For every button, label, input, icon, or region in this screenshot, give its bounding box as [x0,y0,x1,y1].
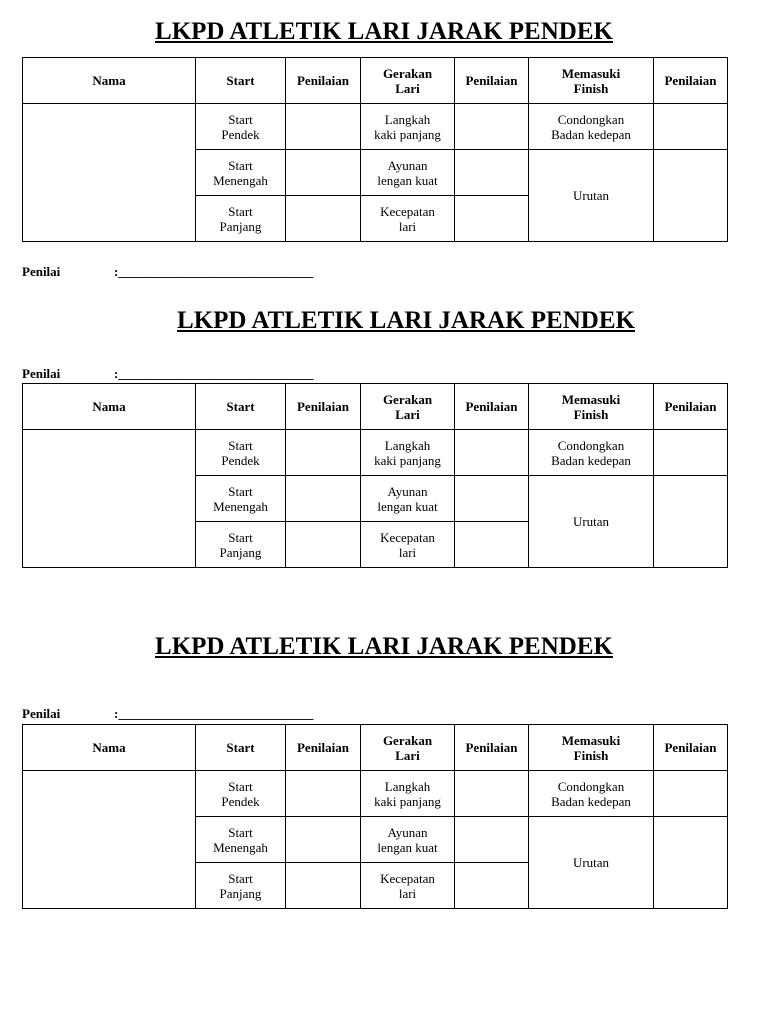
start-item: Start Pendek [196,771,286,817]
score-cell[interactable] [286,817,361,863]
header-penilaian: Penilaian [286,58,361,104]
score-cell[interactable] [654,476,728,568]
gerakan-item: Kecepatan lari [361,863,455,909]
page-title: LKPD ATLETIK LARI JARAK PENDEK [155,18,613,45]
header-penilaian: Penilaian [455,58,529,104]
finish-item: Urutan [529,476,654,568]
table-header-row [23,58,728,104]
score-cell[interactable] [286,104,361,150]
penilai-line [22,706,313,722]
assessment-table [22,383,728,568]
header-start: Start [196,58,286,104]
header-gerakan-lari: Gerakan Lari [361,725,455,771]
score-cell[interactable] [286,150,361,196]
header-memasuki-finish: Memasuki Finish [529,384,654,430]
finish-item: Condongkan Badan kedepan [529,104,654,150]
header-penilaian: Penilaian [654,384,728,430]
page-title: LKPD ATLETIK LARI JARAK PENDEK [177,307,635,334]
header-gerakan-lari: Gerakan Lari [361,384,455,430]
header-nama: Nama [23,384,196,430]
score-cell[interactable] [455,430,529,476]
gerakan-item: Ayunan lengan kuat [361,817,455,863]
nama-cell[interactable] [23,771,196,909]
table-row [23,771,728,817]
score-cell[interactable] [455,196,529,242]
table-header-row [23,725,728,771]
finish-item: Condongkan Badan kedepan [529,430,654,476]
penilai-label: Penilai [22,366,61,381]
start-item: Start Menengah [196,817,286,863]
table-row [23,430,728,476]
gerakan-item: Langkah kaki panjang [361,771,455,817]
header-penilaian: Penilaian [654,58,728,104]
header-gerakan-lari: Gerakan Lari [361,58,455,104]
score-cell[interactable] [286,771,361,817]
nama-cell[interactable] [23,430,196,568]
score-cell[interactable] [286,430,361,476]
start-item: Start Panjang [196,863,286,909]
gerakan-item: Kecepatan lari [361,522,455,568]
start-item: Start Panjang [196,196,286,242]
penilai-line [22,366,313,382]
start-item: Start Menengah [196,150,286,196]
score-cell[interactable] [654,104,728,150]
penilai-blank[interactable]: :______________________________ [114,706,314,721]
finish-item: Condongkan Badan kedepan [529,771,654,817]
score-cell[interactable] [455,817,529,863]
penilai-label: Penilai [22,264,61,279]
header-start: Start [196,384,286,430]
header-penilaian: Penilaian [654,725,728,771]
assessment-table [22,57,728,242]
gerakan-item: Langkah kaki panjang [361,104,455,150]
assessment-table [22,724,728,909]
penilai-blank[interactable]: :______________________________ [114,366,314,381]
score-cell[interactable] [286,476,361,522]
header-memasuki-finish: Memasuki Finish [529,58,654,104]
header-start: Start [196,725,286,771]
penilai-blank[interactable]: :______________________________ [114,264,314,279]
start-item: Start Panjang [196,522,286,568]
score-cell[interactable] [654,430,728,476]
score-cell[interactable] [455,150,529,196]
finish-item: Urutan [529,150,654,242]
penilai-line [22,264,313,280]
gerakan-item: Ayunan lengan kuat [361,150,455,196]
score-cell[interactable] [286,522,361,568]
score-cell[interactable] [455,771,529,817]
nama-cell[interactable] [23,104,196,242]
score-cell[interactable] [455,863,529,909]
score-cell[interactable] [455,522,529,568]
gerakan-item: Langkah kaki panjang [361,430,455,476]
header-penilaian: Penilaian [455,725,529,771]
header-nama: Nama [23,725,196,771]
score-cell[interactable] [654,771,728,817]
score-cell[interactable] [286,863,361,909]
score-cell[interactable] [455,476,529,522]
page-title: LKPD ATLETIK LARI JARAK PENDEK [155,633,613,660]
score-cell[interactable] [455,104,529,150]
score-cell[interactable] [654,817,728,909]
gerakan-item: Kecepatan lari [361,196,455,242]
header-memasuki-finish: Memasuki Finish [529,725,654,771]
start-item: Start Menengah [196,476,286,522]
start-item: Start Pendek [196,430,286,476]
header-penilaian: Penilaian [455,384,529,430]
score-cell[interactable] [286,196,361,242]
penilai-label: Penilai [22,706,61,721]
table-row [23,104,728,150]
gerakan-item: Ayunan lengan kuat [361,476,455,522]
header-nama: Nama [23,58,196,104]
header-penilaian: Penilaian [286,725,361,771]
score-cell[interactable] [654,150,728,242]
start-item: Start Pendek [196,104,286,150]
finish-item: Urutan [529,817,654,909]
table-header-row [23,384,728,430]
header-penilaian: Penilaian [286,384,361,430]
